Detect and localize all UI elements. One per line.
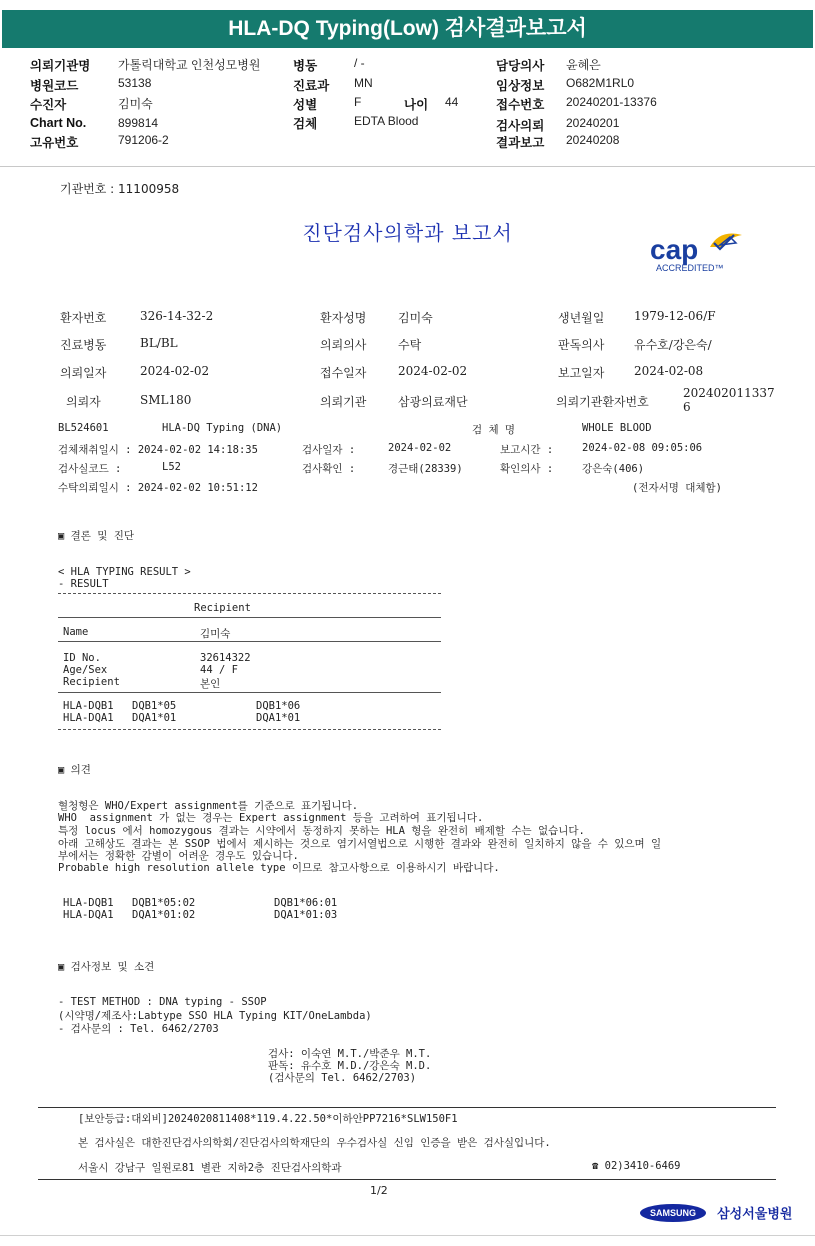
section-info: ▣ 검사정보 및 소견 (58, 961, 155, 973)
header-value: O682M1RL0 (566, 76, 635, 90)
lab-code-value: L52 (162, 461, 181, 473)
patient-label: 환자번호 (60, 311, 107, 325)
header-value: MN (354, 76, 373, 90)
page-bottom-edge (0, 1235, 815, 1236)
patient-label: 생년월일 (558, 311, 605, 325)
divider (58, 729, 441, 730)
header-label: 검사의뢰 (496, 119, 545, 133)
name-value: 김미숙 (200, 628, 231, 640)
page-number: 1/2 (370, 1184, 388, 1197)
patient-value: BL/BL (140, 336, 178, 350)
typing-allele-1: DQA1*01 (132, 712, 177, 724)
signature-line: (검사문의 Tel. 6462/2703) (268, 1072, 417, 1084)
header-value: 20240201-13376 (566, 95, 657, 109)
opinion-line: 특정 locus 에서 homozygous 결과는 시약에서 동정하지 못하는 HLA 형을 완전히 배제할 수는 없습니다. (58, 825, 585, 837)
agesex-label: Age/Sex (63, 664, 108, 676)
divider (58, 692, 441, 693)
confirm-doctor-label: 확인의사 : (500, 463, 554, 475)
patient-value: 2024-02-02 (398, 364, 468, 378)
patient-value: SML180 (140, 393, 192, 407)
header-label: 검체 (293, 117, 318, 131)
patient-value: 유수호/강은숙/ (634, 338, 712, 352)
header-info (0, 52, 815, 152)
test-name: HLA-DQ Typing (DNA) (162, 422, 283, 434)
report-document (0, 167, 815, 1246)
hospital-name: 삼성서울병원 (717, 1207, 793, 1222)
opinion-line: 아래 고해상도 결과는 본 SSOP 법에서 제시하는 것으로 염기서열법으로 시행한 결과와 완전히 일치하지 않을 수 있으며 일 (58, 838, 662, 850)
address-line: 서울시 강남구 일원로81 별관 지하2층 진단검사의학과 (78, 1162, 342, 1174)
footer-divider (38, 1179, 776, 1180)
test-code: BL524601 (58, 422, 109, 434)
patient-value: 김미숙 (398, 311, 433, 325)
method-line: - TEST METHOD : DNA typing - SSOP (58, 996, 267, 1008)
lab-code-label: 검사실코드 : (58, 463, 122, 475)
section-conclusion: ▣ 결론 및 진단 (58, 530, 135, 542)
patient-value: 326-14-32-2 (140, 309, 214, 323)
patient-label: 보고일자 (558, 366, 605, 380)
typing-allele-2: DQB1*06 (256, 700, 301, 712)
name-label: Name (63, 626, 89, 638)
header-value: 53138 (118, 76, 152, 90)
cap-subtext: ACCREDITED™ (656, 263, 724, 273)
typing-locus: HLA-DQB1 (63, 700, 114, 712)
patient-label: 의뢰기관환자번호 (556, 395, 649, 409)
signature-line: 판독: 유수호 M.D./강은숙 M.D. (268, 1060, 432, 1072)
header-label: 성별 (293, 98, 318, 112)
signature-line: 검사: 이숙연 M.T./박준우 M.T. (268, 1048, 432, 1060)
header-label: 임상정보 (496, 79, 545, 93)
header-label: 접수번호 (496, 98, 545, 112)
header-value: 791206-2 (118, 133, 169, 147)
divider (58, 617, 441, 618)
report-time-value: 2024-02-08 09:05:06 (582, 442, 703, 454)
id-value: 32614322 (200, 652, 251, 664)
cap-accredited-logo (648, 229, 758, 275)
report-heading: 진단검사의학과 보고서 (302, 221, 513, 245)
cap-text: cap (650, 234, 699, 265)
e-signature-note: (전자서명 대체함) (632, 482, 722, 494)
divider (58, 641, 441, 642)
header-label: 진료과 (293, 79, 330, 93)
typing-locus: HLA-DQA1 (63, 712, 114, 724)
patient-label: 환자성명 (320, 311, 367, 325)
header-value: / - (354, 56, 365, 70)
specimen-label: 검 체 명 (472, 424, 516, 436)
header-value: 윤혜은 (566, 58, 601, 72)
test-date-label: 검사일자 : (302, 444, 356, 456)
patient-label: 진료병동 (60, 338, 107, 352)
patient-value: 2024-02-02 (140, 364, 210, 378)
patient-value: 수탁 (398, 338, 422, 352)
test-date-value: 2024-02-02 (388, 442, 452, 454)
section-opinion: ▣ 의견 (58, 764, 91, 776)
patient-value: 삼광의료재단 (398, 395, 468, 409)
header-value: 899814 (118, 116, 159, 130)
consign-time: 수탁의뢰일시 : 2024-02-02 10:51:12 (58, 482, 258, 494)
patient-value: 2024-02-08 (634, 364, 704, 378)
patient-label: 의뢰자 (66, 395, 101, 409)
samsung-hospital-logo (640, 1202, 792, 1222)
patient-label: 의뢰기관 (320, 395, 367, 409)
opinion-line: WHO assignment 가 없는 경우는 Expert assignment 등을 고려하여 표기됩니다. (58, 812, 484, 824)
org-number: 기관번호 : 11100958 (60, 182, 180, 196)
patient-label: 의뢰일자 (60, 366, 107, 380)
verified-value: 경근태(28339) (388, 463, 463, 475)
header-label: 담당의사 (496, 59, 545, 73)
header-value: EDTA Blood (354, 114, 419, 128)
divider (58, 593, 441, 594)
patient-value-cont: 6 (683, 400, 691, 414)
patient-value: 1979-12-06/F (634, 309, 716, 323)
samsung-oval: SAMSUNG (640, 1204, 706, 1222)
result-subheading: - RESULT (58, 578, 109, 590)
typing-allele-1: DQB1*05 (132, 700, 177, 712)
opinion-line: 혈청형은 WHO/Expert assignment를 기준으로 표기됩니다. (58, 800, 359, 812)
patient-label: 접수일자 (320, 366, 367, 380)
hires-locus: HLA-DQA1 (63, 909, 114, 921)
id-label: ID No. (63, 652, 101, 664)
recipient-label: Recipient (63, 676, 120, 688)
hires-allele-2: DQB1*06:01 (274, 897, 338, 909)
result-heading: < HLA TYPING RESULT > (58, 566, 191, 578)
header-value: 가톨릭대학교 인천성모병원 (118, 58, 261, 72)
header-value: 김미숙 (118, 97, 153, 111)
header-label: Chart No. (30, 116, 87, 130)
age-value: 44 (445, 95, 459, 109)
header-label: 병원코드 (30, 79, 79, 93)
method-line: (시약명/제조사:Labtype SSO HLA Typing KIT/OneLambda) (58, 1010, 372, 1022)
recipient-header: Recipient (194, 602, 251, 614)
patient-label: 판독의사 (558, 338, 605, 352)
report-time-label: 보고시간 : (500, 444, 554, 456)
hires-locus: HLA-DQB1 (63, 897, 114, 909)
method-line: - 검사문의 : Tel. 6462/2703 (58, 1023, 219, 1035)
verified-label: 검사확인 : (302, 463, 356, 475)
security-line: [보안등급:대외비]2024020811408*119.4.22.50*이하안PP7216*SLW150F1 (78, 1113, 458, 1125)
age-label: 나이 (404, 98, 429, 112)
header-value: 20240201 (566, 116, 620, 130)
confirm-doctor-value: 강은숙(406) (582, 463, 645, 475)
patient-label: 의뢰의사 (320, 338, 367, 352)
opinion-line: Probable high resolution allele type 이므로 참고사항으로 이용하시기 바랍니다. (58, 862, 500, 874)
typing-allele-2: DQA1*01 (256, 712, 301, 724)
hires-allele-2: DQA1*01:03 (274, 909, 338, 921)
header-label: 결과보고 (496, 136, 545, 150)
hires-allele-1: DQB1*05:02 (132, 897, 196, 909)
header-label: 수진자 (30, 98, 67, 112)
footer-divider (38, 1107, 776, 1108)
phone-line: ☎ 02)3410-6469 (592, 1160, 681, 1172)
header-label: 의뢰기관명 (30, 59, 91, 73)
header-label: 고유번호 (30, 136, 79, 150)
header-value: F (354, 95, 362, 109)
collection-time: 검체채취일시 : 2024-02-02 14:18:35 (58, 444, 258, 456)
header-value: 20240208 (566, 133, 620, 147)
recipient-value: 본인 (200, 678, 221, 690)
hires-allele-1: DQA1*01:02 (132, 909, 196, 921)
opinion-line: 부에서는 정확한 감별이 어려운 경우도 있습니다. (58, 850, 299, 862)
cap-logo-graphic (648, 229, 758, 275)
report-title-bar: HLA-DQ Typing(Low) 검사결과보고서 (2, 10, 813, 48)
header-label: 병동 (293, 59, 318, 73)
certification-line: 본 검사실은 대한진단검사의학회/진단검사의학재단의 우수검사실 신임 인증을 받은 검사실입니다. (78, 1137, 551, 1149)
patient-value: 202402011337 (683, 386, 775, 400)
specimen-value: WHOLE BLOOD (582, 422, 652, 434)
agesex-value: 44 / F (200, 664, 238, 676)
